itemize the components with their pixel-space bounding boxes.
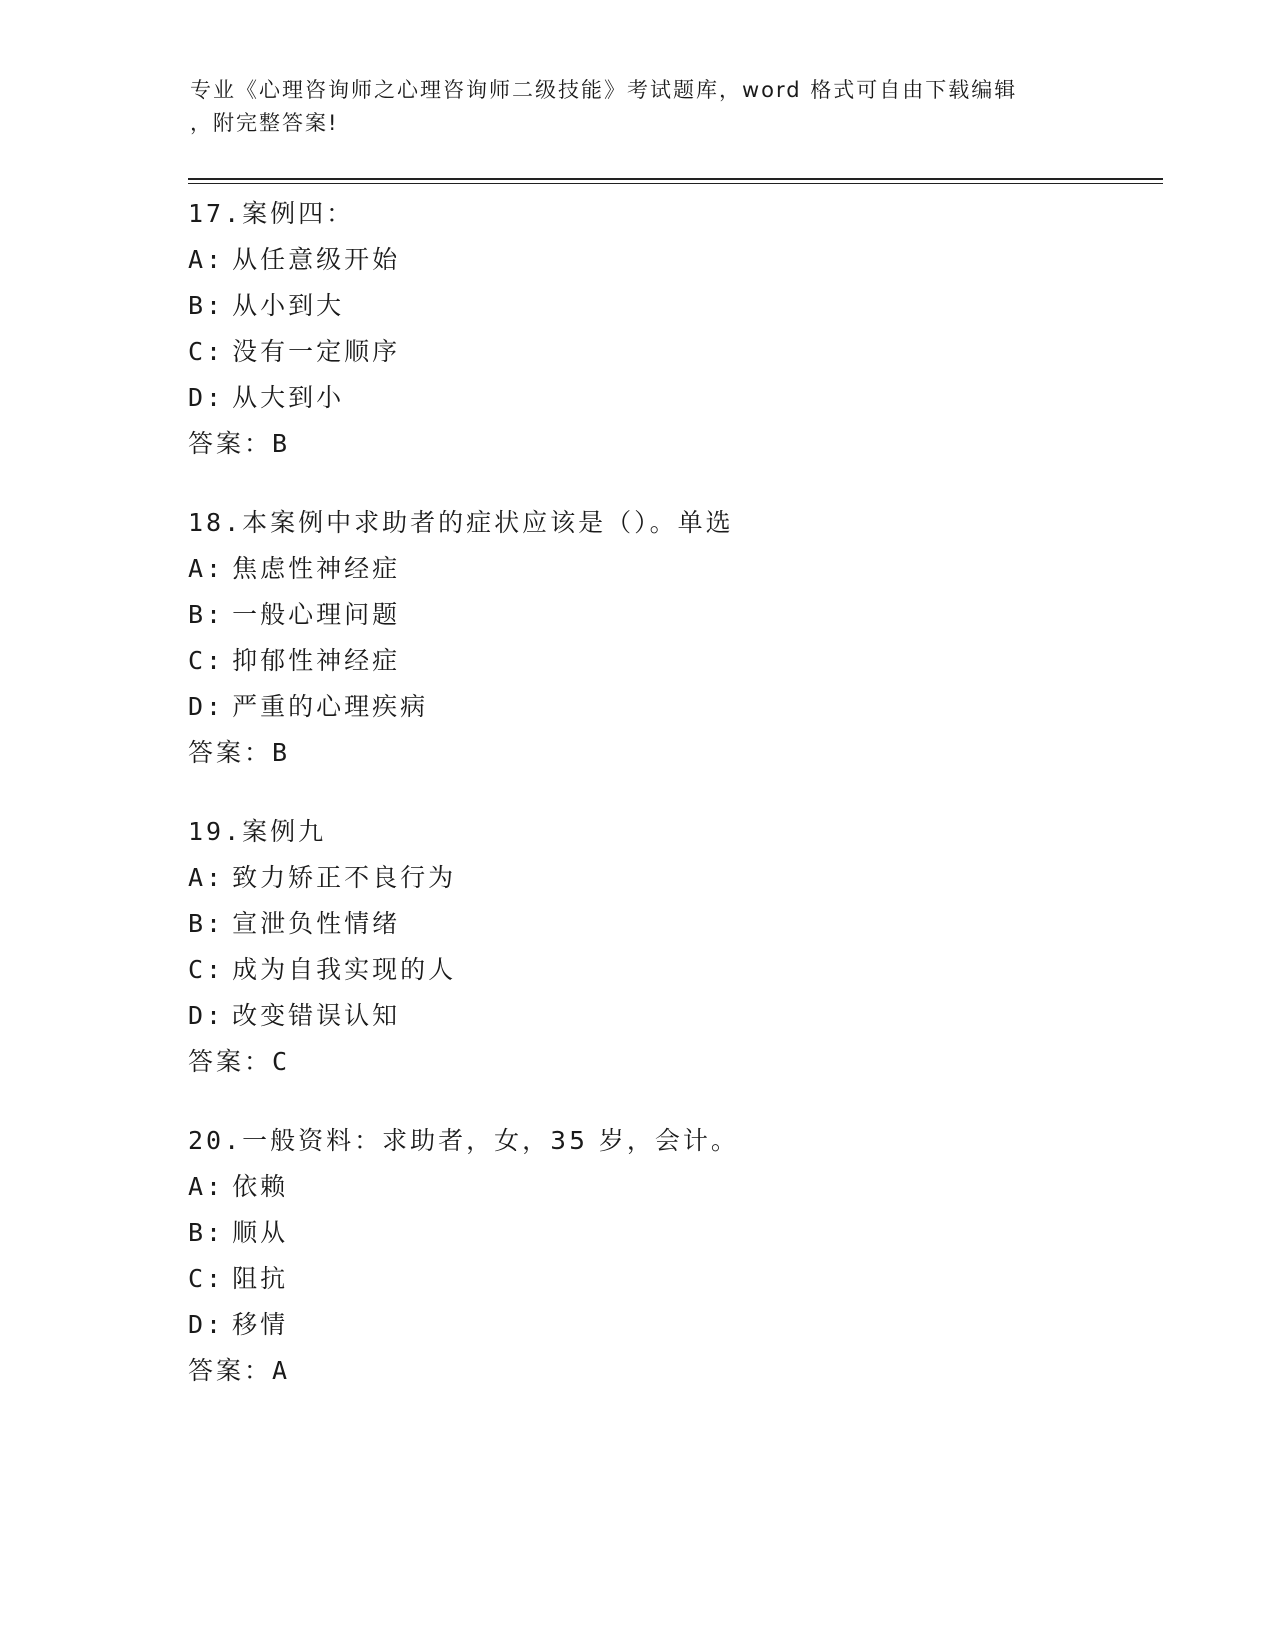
option-key: C: xyxy=(188,1264,225,1293)
question-list xyxy=(188,191,1148,1427)
option-d xyxy=(188,684,1148,730)
option-text: 成为自我实现的人 xyxy=(232,955,457,984)
option-text: 致力矫正不良行为 xyxy=(232,863,457,892)
option-c xyxy=(188,329,1148,375)
option-b xyxy=(188,283,1148,329)
answer-value: B xyxy=(272,738,291,767)
header-line-2: ，附完整答案! xyxy=(190,111,339,135)
option-text: 焦虑性神经症 xyxy=(232,554,401,583)
option-text: 宣泄负性情绪 xyxy=(232,909,401,938)
option-b xyxy=(188,901,1148,947)
option-text: 顺从 xyxy=(232,1218,289,1247)
option-key: A: xyxy=(188,1172,225,1201)
question-19 xyxy=(188,809,1148,1085)
option-key: A: xyxy=(188,863,225,892)
option-key: A: xyxy=(188,245,225,274)
answer-label: 答案： xyxy=(188,738,273,767)
answer-value: C xyxy=(272,1047,291,1076)
option-text: 严重的心理疾病 xyxy=(232,692,429,721)
answer xyxy=(188,1348,1148,1394)
question-number: 20. xyxy=(188,1126,243,1155)
option-key: B: xyxy=(188,600,225,629)
question-text: 本案例中求助者的症状应该是（）。单选 xyxy=(242,508,734,537)
question-stem xyxy=(188,500,1148,546)
option-key: C: xyxy=(188,955,225,984)
option-c xyxy=(188,947,1148,993)
answer-value: B xyxy=(272,429,291,458)
question-text: 一般资料：求助者，女，35 岁，会计。 xyxy=(242,1126,739,1155)
option-key: D: xyxy=(188,1310,225,1339)
option-text: 抑郁性神经症 xyxy=(232,646,401,675)
question-text: 案例四： xyxy=(242,199,355,228)
question-number: 17. xyxy=(188,199,243,228)
option-c xyxy=(188,638,1148,684)
option-d xyxy=(188,375,1148,421)
option-text: 从大到小 xyxy=(232,383,345,412)
question-17 xyxy=(188,191,1148,467)
option-c xyxy=(188,1256,1148,1302)
option-key: C: xyxy=(188,337,225,366)
answer-label: 答案： xyxy=(188,1356,273,1385)
document-header xyxy=(190,74,1090,140)
option-text: 从小到大 xyxy=(232,291,345,320)
option-a xyxy=(188,546,1148,592)
question-stem xyxy=(188,809,1148,855)
option-key: B: xyxy=(188,291,225,320)
answer-value: A xyxy=(272,1356,291,1385)
header-line-1: 专业《心理咨询师之心理咨询师二级技能》考试题库，word 格式可自由下载编辑 xyxy=(190,78,1018,102)
option-text: 依赖 xyxy=(232,1172,289,1201)
option-key: C: xyxy=(188,646,225,675)
answer xyxy=(188,730,1148,776)
option-text: 改变错误认知 xyxy=(232,1001,401,1030)
answer-label: 答案： xyxy=(188,1047,273,1076)
question-18 xyxy=(188,500,1148,776)
option-a xyxy=(188,237,1148,283)
option-text: 阻抗 xyxy=(232,1264,289,1293)
option-b xyxy=(188,592,1148,638)
answer xyxy=(188,1039,1148,1085)
option-key: D: xyxy=(188,692,225,721)
option-a xyxy=(188,855,1148,901)
option-a xyxy=(188,1164,1148,1210)
option-key: A: xyxy=(188,554,225,583)
option-key: B: xyxy=(188,909,225,938)
question-stem xyxy=(188,191,1148,237)
option-text: 一般心理问题 xyxy=(232,600,401,629)
option-d xyxy=(188,993,1148,1039)
question-number: 18. xyxy=(188,508,243,537)
option-key: D: xyxy=(188,1001,225,1030)
answer xyxy=(188,421,1148,467)
header-divider-thin xyxy=(188,183,1163,184)
header-divider-thick xyxy=(188,178,1163,180)
option-text: 移情 xyxy=(232,1310,289,1339)
option-b xyxy=(188,1210,1148,1256)
option-key: D: xyxy=(188,383,225,412)
question-text: 案例九 xyxy=(242,817,327,846)
question-number: 19. xyxy=(188,817,243,846)
answer-label: 答案： xyxy=(188,429,273,458)
option-d xyxy=(188,1302,1148,1348)
question-stem xyxy=(188,1118,1148,1164)
question-20 xyxy=(188,1118,1148,1394)
option-text: 没有一定顺序 xyxy=(232,337,401,366)
option-text: 从任意级开始 xyxy=(232,245,401,274)
option-key: B: xyxy=(188,1218,225,1247)
